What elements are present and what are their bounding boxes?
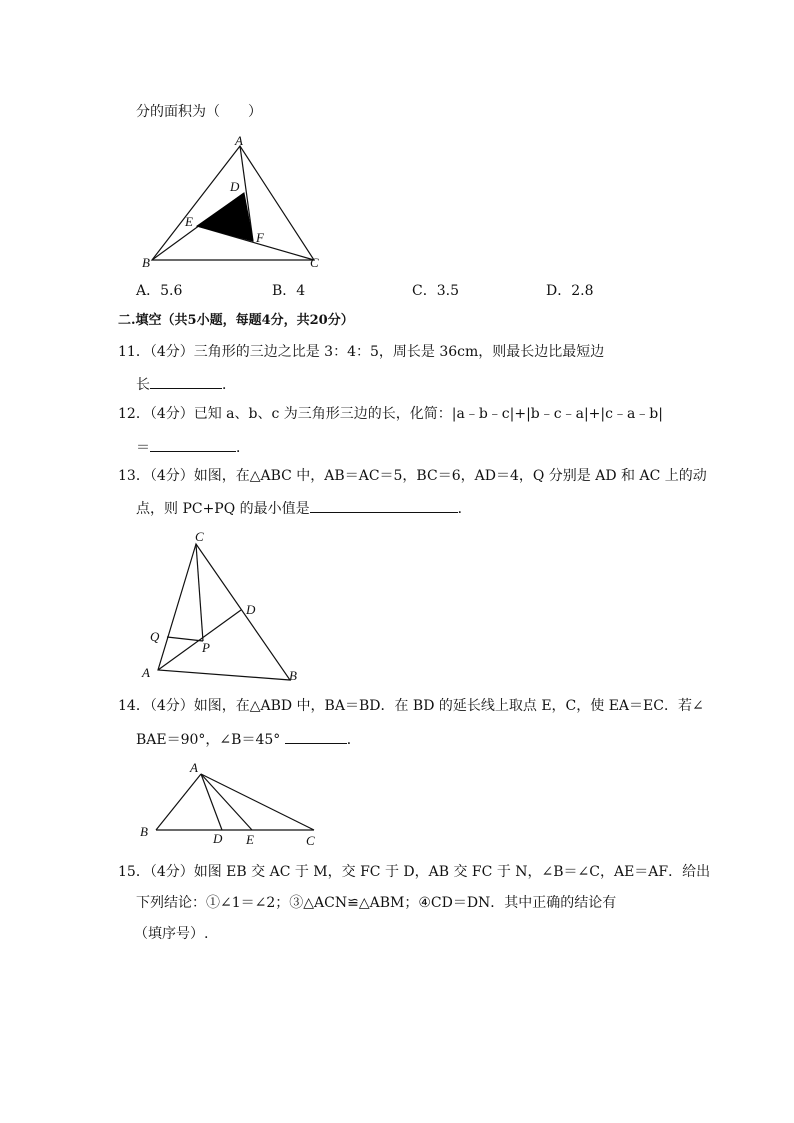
q11-line-2-prefix: 长 — [136, 377, 150, 393]
option-value: 3.5 — [436, 283, 459, 299]
q11-line-2-suffix: ． — [222, 377, 236, 393]
q10-question-tail: 分的面积为（ ） — [136, 104, 262, 120]
q15-line-2: 下列结论：①∠1＝∠2；③△ACN≌△ABM；④CD＝DN．其中正确的结论有 — [136, 895, 617, 911]
q14-label-a: A — [190, 760, 198, 775]
q10-label-e: E — [185, 214, 193, 229]
option-letter: C． — [412, 283, 437, 299]
option-value: 4 — [296, 283, 306, 299]
q14-segment-a-b — [156, 774, 201, 830]
q12-line-2-suffix: ． — [236, 440, 250, 456]
q14-line-2-prefix: BAE＝90°，∠B＝45° — [136, 732, 281, 748]
q14-label-e: E — [246, 832, 254, 847]
q13-label-c: C — [195, 529, 204, 544]
q14-label-c: C — [306, 833, 315, 848]
q14-segment-a-e — [201, 774, 252, 830]
option-letter: A． — [136, 283, 161, 299]
q13-line-2-suffix: ． — [457, 501, 472, 517]
q13-label-p: P — [202, 640, 210, 655]
option-value: 5.6 — [160, 283, 183, 299]
q14-segment-a-c — [201, 774, 314, 830]
q13-line-1: 13．（4分）如图，在△ABC 中，AB＝AC＝5，BC＝6，AD＝4，Q 分别是 AD 和 AC 上的动 — [118, 468, 707, 484]
q13-label-d: D — [246, 602, 256, 617]
q14-line-1: 14．（4分）如图，在△ABD 中，BA＝BD．在 BD 的延长线上取点 E，C，使 EA＝EC．若∠ — [118, 698, 704, 714]
q15-line-3: （填序号）. — [134, 926, 209, 942]
q15-line-1: 15．（4分）如图 EB 交 AC 于 M，交 FC 于 D，AB 交 FC 于 N，∠B＝∠C，AE＝AF．给出 — [118, 864, 711, 880]
q14-label-d: D — [213, 831, 223, 846]
q12-line-2-prefix: ＝ — [136, 440, 150, 456]
q13-line-2-prefix: 点，则 PC+PQ 的最小值是 — [136, 501, 310, 517]
q14-line-2-suffix: ． — [346, 732, 361, 748]
q11-line-1: 11．（4分）三角形的三边之比是 3：4：5，周长是 36cm，则最长边比最短边 — [118, 344, 605, 360]
q13-label-a: A — [142, 665, 150, 680]
option-letter: D． — [546, 283, 572, 299]
q14-label-b: B — [140, 824, 148, 839]
option-value: 2.8 — [571, 283, 594, 299]
section-2-heading: 二.填空（共5小题，每题4分，共20分） — [118, 313, 354, 328]
q10-label-b: B — [142, 255, 150, 270]
q10-label-c: C — [310, 255, 319, 270]
q10-label-a: A — [235, 133, 243, 148]
q10-label-f: F — [256, 230, 264, 245]
q10-label-d: D — [230, 179, 240, 194]
q13-label-b: B — [289, 668, 297, 683]
q13-label-q: Q — [150, 629, 160, 644]
q12-line-1: 12．（4分）已知 a、b、c 为三角形三边的长，化简：|a﹣b﹣c|+|b﹣c﹣a|+|c﹣a﹣b| — [118, 406, 663, 422]
option-letter: B． — [272, 283, 297, 299]
